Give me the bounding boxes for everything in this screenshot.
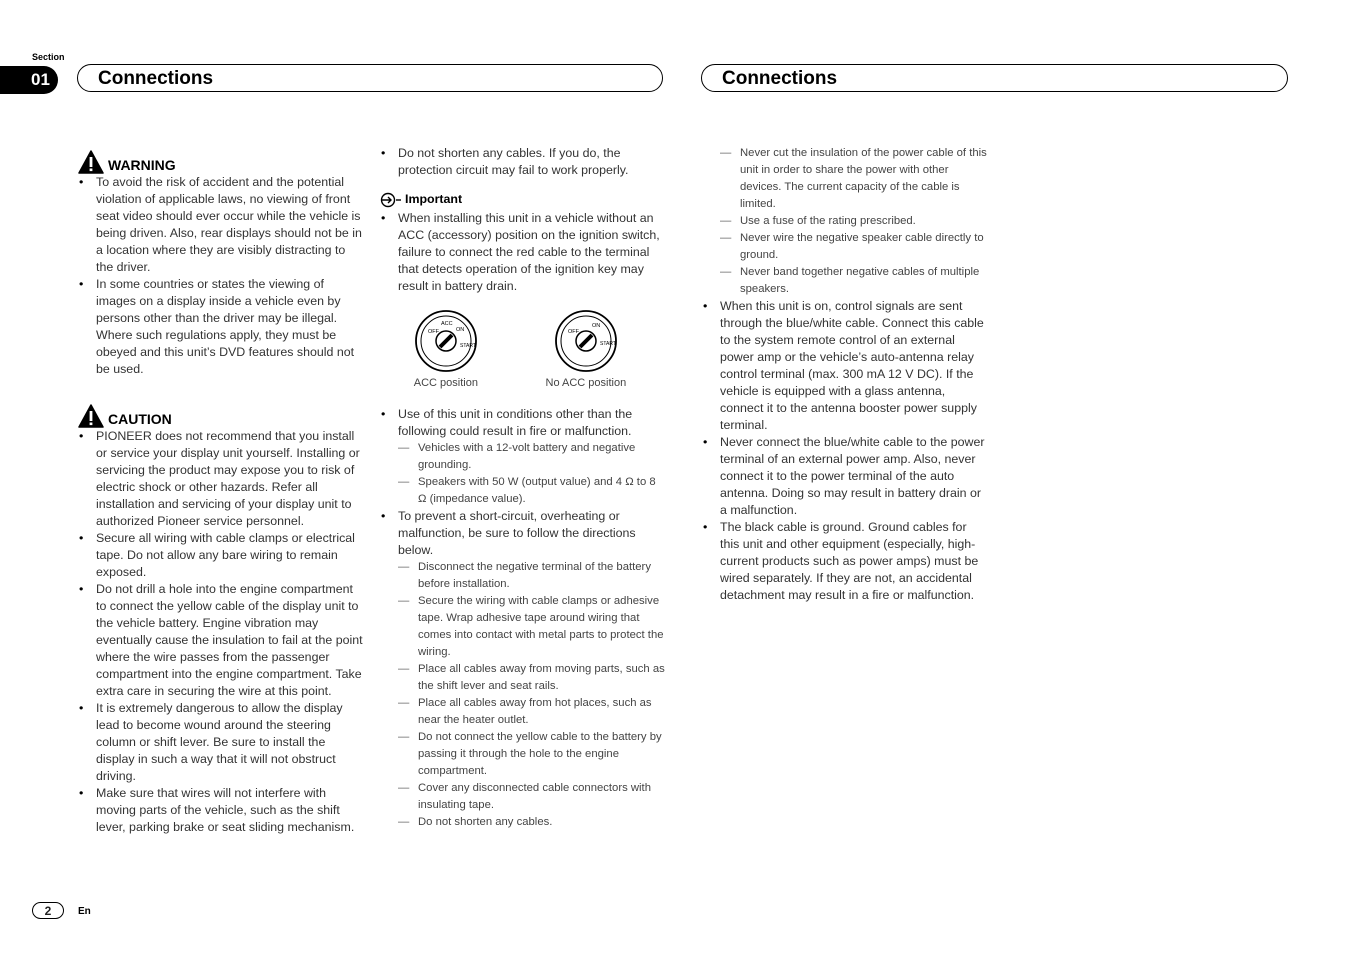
section-number-tab: 01 xyxy=(0,66,58,94)
right-header-bar xyxy=(701,64,1288,92)
caution-triangle-icon xyxy=(78,404,104,428)
figure-acc xyxy=(414,309,478,392)
warning-list xyxy=(78,174,363,378)
warning-triangle-icon xyxy=(78,150,104,174)
caution-list xyxy=(78,428,363,836)
figure-no-acc xyxy=(546,309,627,392)
sub-list-item: — Disconnect the negative terminal of the battery before installation. xyxy=(398,559,665,593)
ignition-no-acc-icon xyxy=(554,309,618,373)
sub-list-item: — Place all cables away from hot places, such as near the heater outlet. xyxy=(398,695,665,729)
list-item: • PIONEER does not recommend that you install or service your display unit yourself. Installing or servicing the product may expose you to risk of electric shock or other hazards. Refer all installation and servicing of your display unit to authorized Pioneer service personnel. xyxy=(78,428,363,530)
fig-on-mark: ON xyxy=(591,323,601,329)
list-item xyxy=(380,406,665,508)
fig-off-mark: OFF xyxy=(567,329,579,335)
fig-start-mark: START xyxy=(599,341,616,347)
list-item xyxy=(380,508,665,831)
list-item: • In some countries or states the viewing of images on a display inside a vehicle even by persons other than the driver may be illegal. Where such regulations apply, they must be obeyed and this unit’s DVD features should not be used. xyxy=(78,276,363,378)
list-item: • When this unit is on, control signals are sent through the blue/white cable. Connect this cable to the system remote control of an external power amp or the vehicle’s auto-antenna relay control terminal (max. 300 mA 12 V DC). If the vehicle is equipped with a glass antenna, connect it to the antenna booster power supply terminal. xyxy=(702,298,987,434)
sub-list-item: — Cover any disconnected cable connectors with insulating tape. xyxy=(398,780,665,814)
column-right xyxy=(702,145,987,604)
important-hand-icon xyxy=(380,192,402,208)
left-header-bar xyxy=(77,64,663,92)
conditions-list xyxy=(380,406,665,831)
warning-title: WARNING xyxy=(108,157,176,173)
use-conditions-text: Use of this unit in conditions other than the following could result in fire or malfunction. xyxy=(398,407,633,438)
figure-acc-caption: ACC position xyxy=(413,377,478,389)
sub-list-item: — Vehicles with a 12-volt battery and negative grounding. xyxy=(398,440,665,474)
fig-on-mark: ON xyxy=(455,327,465,333)
important-list xyxy=(380,210,665,295)
list-item: • To avoid the risk of accident and the potential violation of applicable laws, no viewing of front seat video should ever occur while the vehicle is being driven. Also, rear displays should not be in a location where they are visibly distracting to the driver. xyxy=(78,174,363,276)
list-item: • Do not drill a hole into the engine compartment to connect the yellow cable of the display unit to the vehicle battery. Engine vibration may eventually cause the insulation to fail at the point where the wire passes from the passenger compartment into the engine compartment. Take extra care in securing the wire at this point. xyxy=(78,581,363,700)
important-heading xyxy=(380,191,665,208)
section-label: Section xyxy=(32,52,65,62)
list-item: • Never connect the blue/white cable to the power terminal of an external power amp. Also, never connect it to the power terminal of the auto antenna. Doing so may result in battery drain or a malfunction. xyxy=(702,434,987,519)
list-item: • Make sure that wires will not interfere with moving parts of the vehicle, such as the shift lever, parking brake or seat sliding mechanism. xyxy=(78,785,363,836)
sub-list-item: — Do not shorten any cables. xyxy=(398,814,665,831)
right-sublist xyxy=(702,145,987,298)
caution-heading xyxy=(78,402,363,428)
sub-list-item: — Secure the wiring with cable clamps or adhesive tape. Wrap adhesive tape around wiring that comes into contact with metal parts to protect the wiring. xyxy=(398,593,665,661)
column-left xyxy=(78,148,363,836)
warning-heading xyxy=(78,148,363,174)
list-item: • When installing this unit in a vehicle without an ACC (accessory) position on the ignition switch, failure to connect the red cable to the terminal that detects operation of the ignition key may result in battery drain. xyxy=(380,210,665,295)
column-middle xyxy=(380,145,665,831)
caution-title: CAUTION xyxy=(108,411,172,427)
prevent-text: To prevent a short-circuit, overheating or malfunction, be sure to follow the directions below. xyxy=(398,509,636,557)
fig-off-mark: OFF xyxy=(427,329,439,335)
left-page-title: Connections xyxy=(98,68,214,89)
sub-list-item: — Never cut the insulation of the power cable of this unit in order to share the power with other devices. The current capacity of the cable is limited. xyxy=(720,145,987,213)
ignition-acc-icon xyxy=(414,309,478,373)
ignition-figures xyxy=(380,309,660,392)
fig-start-mark: START xyxy=(459,343,476,349)
sub-list-item: — Never band together negative cables of multiple speakers. xyxy=(720,264,987,298)
page-number: 2 xyxy=(32,902,64,919)
list-item: • Secure all wiring with cable clamps or electrical tape. Do not allow any bare wiring to remain exposed. xyxy=(78,530,363,581)
middle-top-list xyxy=(380,145,665,179)
sub-list-item: — Do not connect the yellow cable to the battery by passing it through the hole to the engine compartment. xyxy=(398,729,665,780)
fig-acc-mark: ACC xyxy=(440,321,453,327)
figure-no-acc-caption: No ACC position xyxy=(545,377,627,389)
sub-list-item: — Never wire the negative speaker cable directly to ground. xyxy=(720,230,987,264)
right-list xyxy=(702,298,987,604)
use-conditions-sublist xyxy=(380,440,665,508)
list-item: • Do not shorten any cables. If you do, the protection circuit may fail to work properly. xyxy=(380,145,665,179)
right-page-title: Connections xyxy=(722,68,838,89)
sub-list-item: — Place all cables away from moving parts, such as the shift lever and seat rails. xyxy=(398,661,665,695)
prevent-sublist xyxy=(380,559,665,831)
language-label: En xyxy=(78,906,91,917)
important-title: Important xyxy=(405,192,463,206)
list-item: • The black cable is ground. Ground cables for this unit and other equipment (especially, high-current products such as power amps) must be wired separately. If they are not, an accidental detachment may result in a fire or malfunction. xyxy=(702,519,987,604)
sub-list-item: — Use a fuse of the rating prescribed. xyxy=(720,213,987,230)
list-item: • It is extremely dangerous to allow the display lead to become wound around the steering column or shift lever. Be sure to install the display in such a way that it will not obstruct driving. xyxy=(78,700,363,785)
sub-list-item: — Speakers with 50 W (output value) and 4 Ω to 8 Ω (impedance value). xyxy=(398,474,665,508)
